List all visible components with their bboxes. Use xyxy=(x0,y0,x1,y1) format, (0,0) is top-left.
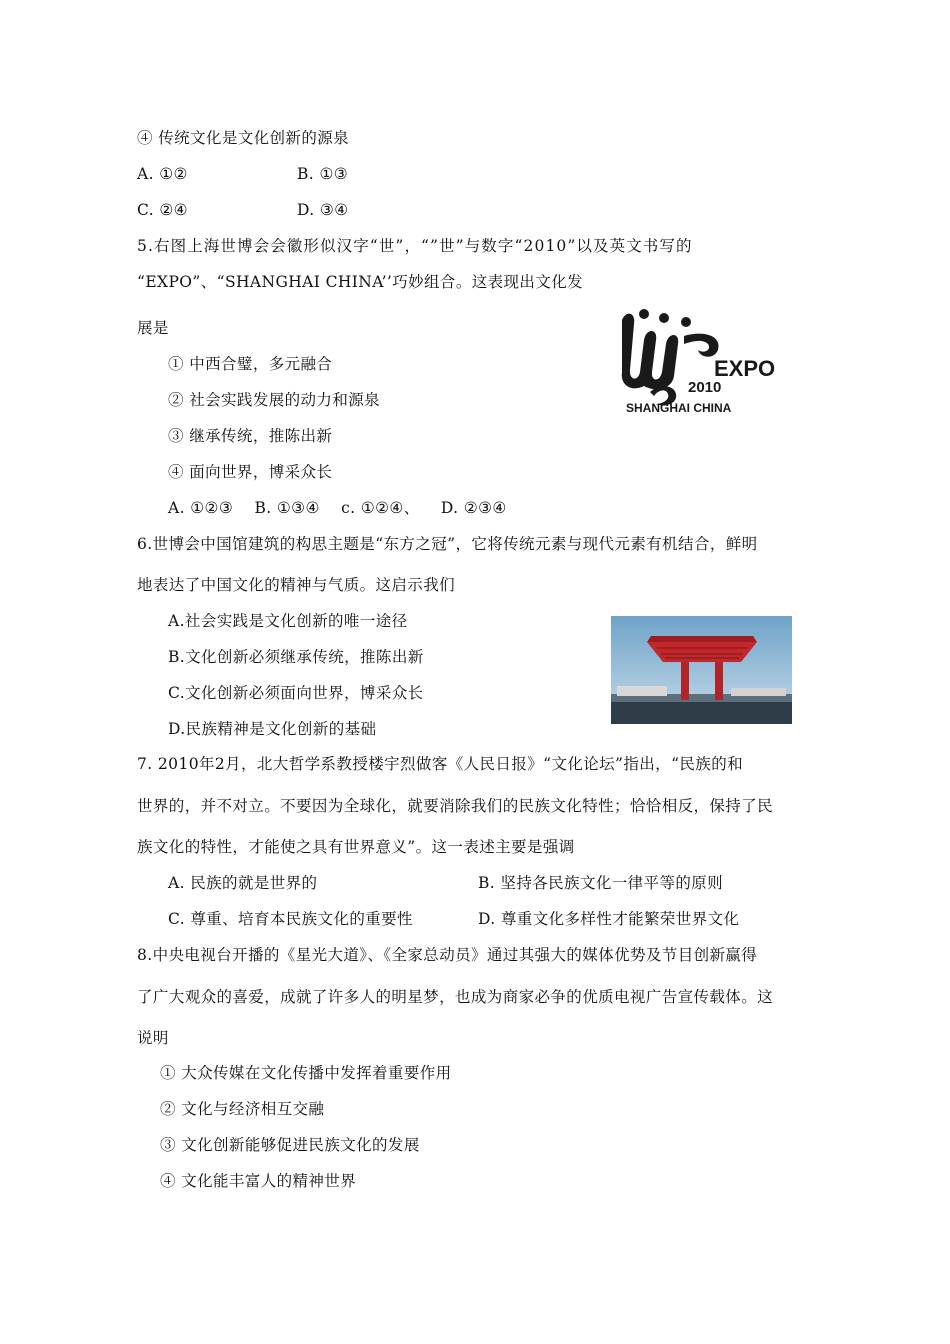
logo-word-shanghai-china: SHANGHAI CHINA xyxy=(626,401,732,415)
q8-option-3: ③ 文化创新能够促进民族文化的发展 xyxy=(160,1136,420,1154)
q5-answers: A. ①②③ B. ①③④ c. ①②④、 D. ②③④ xyxy=(168,499,507,517)
q8-option-1: ① 大众传媒在文化传播中发挥着重要作用 xyxy=(160,1064,452,1082)
q5-option-1: ① 中西合璧，多元融合 xyxy=(168,355,333,373)
question-8-line-2: 了广大观众的喜爱，成就了许多人的明星梦，也成为商家必争的优质电视广告宣传载体。这 xyxy=(137,988,774,1006)
q6-option-d: D.民族精神是文化创新的基础 xyxy=(168,720,377,738)
question-5-line-2: “EXPO”、“SHANGHAI CHINA’’巧妙组合。这表现出文化发 xyxy=(137,273,584,291)
q7-option-d: D. 尊重文化多样性才能繁荣世界文化 xyxy=(478,910,740,928)
question-6-line-2: 地表达了中国文化的精神与气质。这启示我们 xyxy=(137,576,456,594)
q6-option-a: A.社会实践是文化创新的唯一途径 xyxy=(168,612,408,630)
question-7-line-3: 族文化的特性，才能使之具有世界意义”。这一表述主要是强调 xyxy=(137,838,575,856)
logo-word-2010: 2010 xyxy=(688,379,722,396)
q5-option-3: ③ 继承传统，推陈出新 xyxy=(168,427,333,445)
q6-option-c: C.文化创新必须面向世界，博采众长 xyxy=(168,684,424,702)
q5-option-2: ② 社会实践发展的动力和源泉 xyxy=(168,391,381,409)
q7-option-a: A. 民族的就是世界的 xyxy=(168,874,318,892)
q7-option-b: B. 坚持各民族文化一律平等的原则 xyxy=(478,874,724,892)
option-d: D. ③④ xyxy=(297,201,349,219)
q8-option-4: ④ 文化能丰富人的精神世界 xyxy=(160,1172,357,1190)
question-6-line-1: 6.世博会中国馆建筑的构思主题是“东方之冠”，它将传统元素与现代元素有机结合，鲜明 xyxy=(137,535,758,553)
question-7-line-2: 世界的，并不对立。不要因为全球化，就要消除我们的民族文化特性；恰恰相反，保持了民 xyxy=(137,797,774,815)
q5-option-4: ④ 面向世界，博采众长 xyxy=(168,463,333,481)
expo-logo xyxy=(614,300,790,418)
question-8-line-1: 8.中央电视台开播的《星光大道》、《全家总动员》通过其强大的媒体优势及节目创新赢得 xyxy=(137,946,758,964)
option-c: C. ②④ xyxy=(137,201,188,219)
q8-option-2: ② 文化与经济相互交融 xyxy=(160,1100,325,1118)
question-5-line-1: 5.右图上海世博会会徽形似汉字“世”，“”世”与数字“2010”以及英文书写的 xyxy=(137,237,693,255)
option-b: B. ①③ xyxy=(297,165,349,183)
text-line: ④ 传统文化是文化创新的源泉 xyxy=(137,129,350,147)
option-a: A. ①② xyxy=(137,165,188,183)
logo-word-expo: EXPO xyxy=(714,356,776,381)
question-5-line-3: 展是 xyxy=(137,319,169,337)
q6-option-b: B.文化创新必须继承传统，推陈出新 xyxy=(168,648,424,666)
question-8-line-3: 说明 xyxy=(137,1029,169,1047)
question-7-line-1: 7. 2010年2月，北大哲学系教授楼宇烈做客《人民日报》“文化论坛”指出，“民族的和 xyxy=(137,755,743,773)
china-pavilion-photo xyxy=(611,616,792,724)
q7-option-c: C. 尊重、培育本民族文化的重要性 xyxy=(168,910,413,928)
